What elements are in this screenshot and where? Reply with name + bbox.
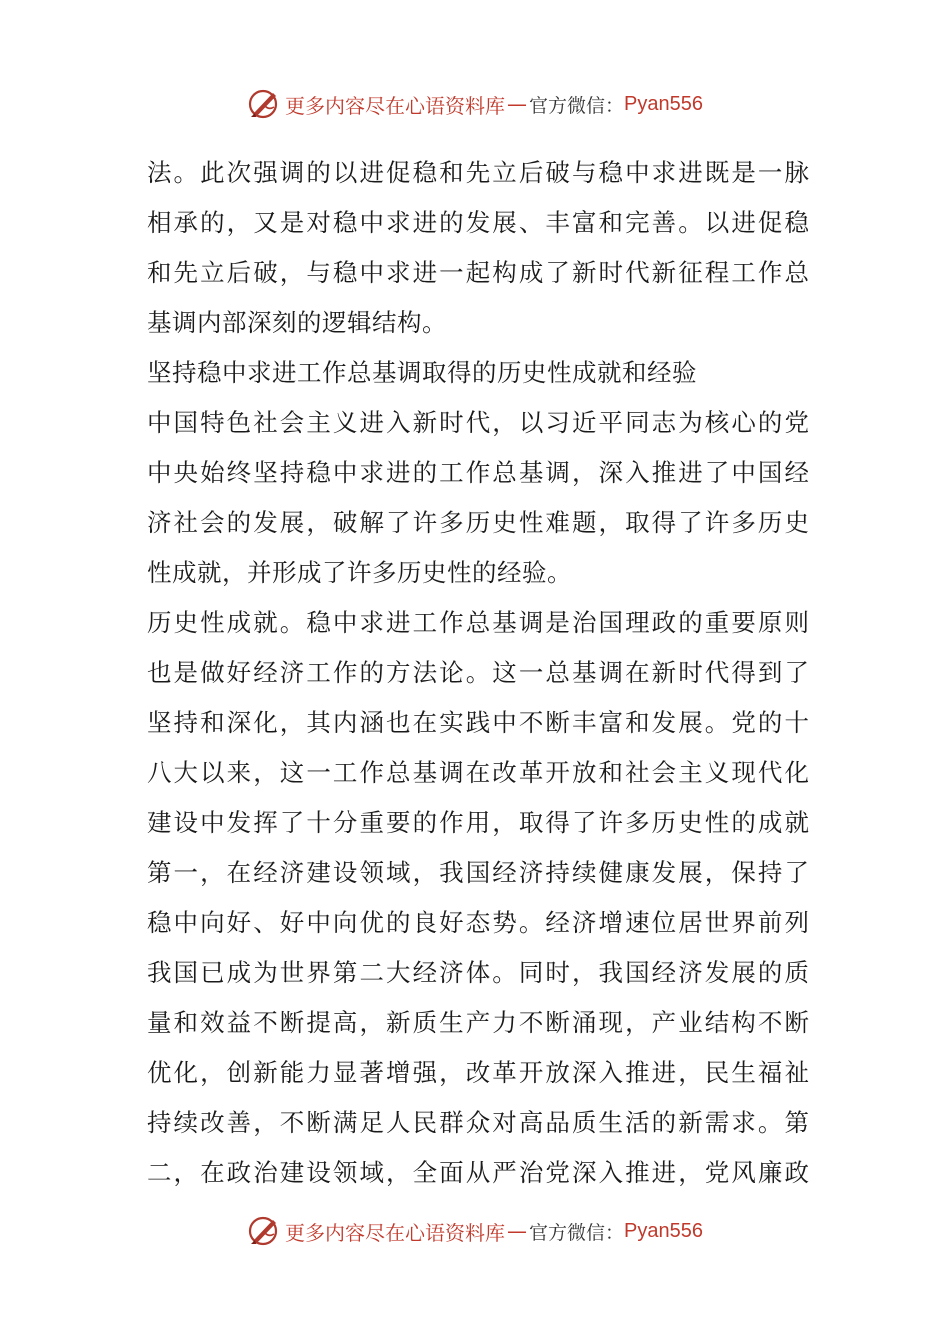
text-line: 二，在政治建设领域，全面从严治党深入推进，党风廉政 bbox=[147, 1158, 809, 1187]
pen-circle-icon bbox=[247, 1214, 281, 1248]
text-line: 第一，在经济建设领域，我国经济持续健康发展，保持了 bbox=[147, 858, 809, 887]
footer-banner bbox=[0, 1211, 950, 1251]
text-line: 济社会的发展，破解了许多历史性难题，取得了许多历史 bbox=[147, 508, 809, 537]
text-line: 稳中向好、好中向优的良好态势。经济增速位居世界前列 bbox=[147, 908, 809, 937]
header-wechat-label: 官方微信： bbox=[529, 94, 625, 117]
text-line: 持续改善，不断满足人民群众对高品质生活的新需求。第 bbox=[147, 1108, 809, 1137]
text-line: 也是做好经济工作的方法论。这一总基调在新时代得到了 bbox=[147, 658, 809, 687]
text-line: 和先立后破，与稳中求进一起构成了新时代新征程工作总 bbox=[147, 258, 809, 287]
text-line: 坚持和深化，其内涵也在实践中不断丰富和发展。党的十 bbox=[147, 708, 809, 737]
document-body bbox=[147, 148, 809, 1198]
text-line: 建设中发挥了十分重要的作用，取得了许多历史性的成就 bbox=[147, 808, 809, 837]
header-wechat-id: Pyan556 bbox=[624, 92, 703, 115]
text-line: 历史性成就。稳中求进工作总基调是治国理政的重要原则 bbox=[147, 608, 809, 637]
footer-dash: — bbox=[507, 1219, 527, 1243]
footer-wechat-label: 官方微信： bbox=[529, 1221, 625, 1244]
text-line: 相承的，又是对稳中求进的发展、丰富和完善。以进促稳 bbox=[147, 208, 809, 237]
pen-circle-icon bbox=[247, 87, 281, 121]
header-banner bbox=[0, 84, 950, 124]
footer-wechat-id: Pyan556 bbox=[624, 1219, 703, 1242]
text-line: 量和效益不断提高，新质生产力不断涌现，产业结构不断 bbox=[147, 1008, 809, 1037]
section-heading: 坚持稳中求进工作总基调取得的历史性成就和经验 bbox=[147, 358, 697, 387]
text-line: 基调内部深刻的逻辑结构。 bbox=[147, 308, 447, 337]
text-line: 中国特色社会主义进入新时代，以习近平同志为核心的党 bbox=[147, 408, 809, 437]
footer-slogan: 更多内容尽在心语资料库 bbox=[285, 1220, 505, 1245]
header-dash: — bbox=[507, 92, 527, 116]
text-line: 八大以来，这一工作总基调在改革开放和社会主义现代化 bbox=[147, 758, 809, 787]
header-slogan: 更多内容尽在心语资料库 bbox=[285, 93, 505, 118]
text-line: 我国已成为世界第二大经济体。同时，我国经济发展的质 bbox=[147, 958, 809, 987]
text-line: 中央始终坚持稳中求进的工作总基调，深入推进了中国经 bbox=[147, 458, 809, 487]
text-line: 法。此次强调的以进促稳和先立后破与稳中求进既是一脉 bbox=[147, 158, 809, 187]
text-line: 优化，创新能力显著增强，改革开放深入推进，民生福祉 bbox=[147, 1058, 809, 1087]
text-line: 性成就，并形成了许多历史性的经验。 bbox=[147, 558, 572, 587]
